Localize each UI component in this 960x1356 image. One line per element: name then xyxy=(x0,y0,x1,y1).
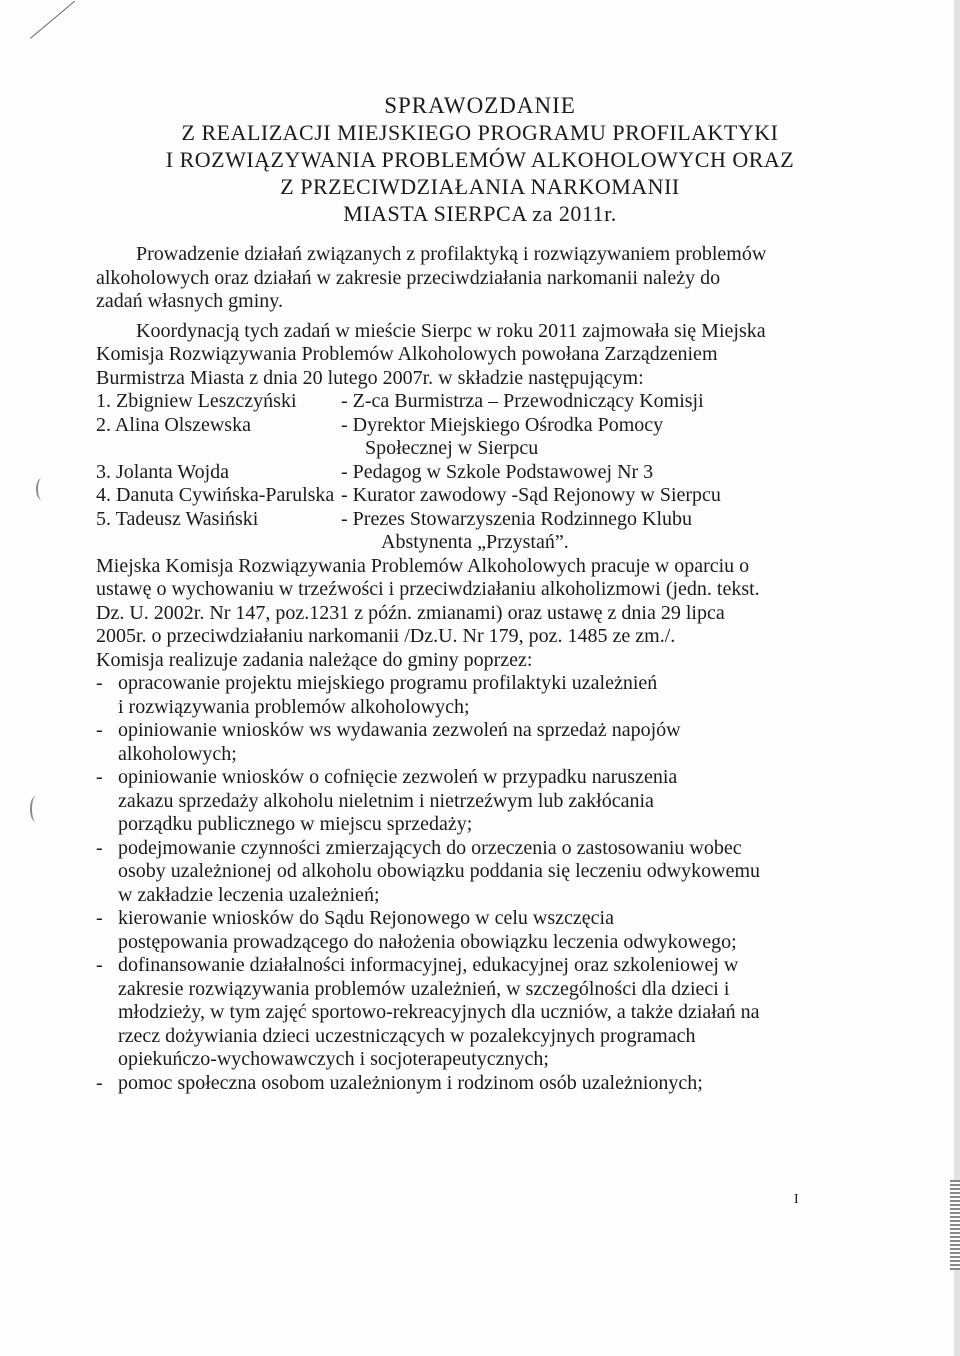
member-row xyxy=(96,484,826,508)
task-list-item xyxy=(96,672,826,719)
list-dash: - xyxy=(96,954,103,976)
member-role: - Pedagog w Szkole Podstawowej Nr 3 xyxy=(341,460,654,483)
member-name: 5. Tadeusz Wasiński xyxy=(96,507,259,530)
task-text xyxy=(118,1072,826,1096)
task-line: dofinansowanie działalności informacyjnej, edukacyjnej oraz szkoleniowej w xyxy=(118,954,739,976)
list-dash: - xyxy=(96,719,103,741)
task-line: opiekuńczo-wychowawczych i socjoterapeutycznych; xyxy=(118,1048,549,1070)
task-line: postępowania prowadzącego do nałożenia obowiązku leczenia odwykowego; xyxy=(118,930,737,953)
commission-members xyxy=(96,390,826,555)
page-mark: I xyxy=(794,1192,799,1207)
coordination-line: Komisja Rozwiązywania Problemów Alkoholowych powołana Zarządzeniem xyxy=(96,343,718,365)
task-line: kierowanie wniosków do Sądu Rejonowego w celu wszczęcia xyxy=(118,907,614,929)
task-list-item xyxy=(96,907,826,954)
list-dash: - xyxy=(96,766,103,788)
coordination-line: Koordynacją tych zadań w mieście Sierpc w roku 2011 zajmowała się Miejska xyxy=(136,319,766,342)
member-name: 4. Danuta Cywińska-Parulska xyxy=(96,484,335,506)
legal-line: Dz. U. 2002r. Nr 147, poz.1231 z późn. zmianami) oraz ustawę z dnia 29 lipca xyxy=(96,601,725,624)
member-name: 3. Jolanta Wojda xyxy=(96,460,229,483)
member-role-continuation: Abstynenta „Przystań”. xyxy=(381,531,569,553)
binder-hole-mark xyxy=(36,478,48,500)
task-line: młodzieży, w tym zajęć sportowo-rekreacyjnych dla uczniów, a także działań na xyxy=(118,1001,760,1023)
member-role: - Prezes Stowarzyszenia Rodzinnego Klubu xyxy=(341,507,693,530)
task-line: zakresie rozwiązywania problemów uzależnień, w szczególności dla dzieci i xyxy=(118,977,730,1000)
member-row xyxy=(96,390,826,414)
task-text xyxy=(118,672,826,719)
task-line: opiniowanie wniosków o cofnięcie zezwoleń w przypadku naruszenia xyxy=(118,766,678,788)
task-line: w zakładzie leczenia uzależnień; xyxy=(118,883,380,906)
intro-line: zadań własnych gminy. xyxy=(96,290,283,312)
task-line: podejmowanie czynności zmierzających do orzeczenia o zastosowaniu wobec xyxy=(118,836,742,859)
task-text xyxy=(118,907,826,954)
pen-stroke-mark xyxy=(30,1,75,39)
list-dash: - xyxy=(96,1071,103,1094)
title-line: Z PRZECIWDZIAŁANIA NARKOMANII xyxy=(280,174,680,199)
member-role: - Kurator zawodowy -Sąd Rejonowy w Sierpcu xyxy=(341,484,721,506)
task-line: rzecz dożywiania dzieci uczestniczących w pozalekcyjnych programach xyxy=(118,1024,696,1047)
task-list-item xyxy=(96,719,826,766)
intro-line: alkoholowych oraz działań w zakresie przeciwdziałania narkomanii należy do xyxy=(96,266,721,289)
task-line: alkoholowych; xyxy=(118,742,237,765)
coordination-line: Burmistrza Miasta z dnia 20 lutego 2007r. w składzie następującym: xyxy=(96,366,644,389)
legal-line: 2005r. o przeciwdziałaniu narkomanii /Dz.U. Nr 179, poz. 1485 ze zm./. xyxy=(96,625,676,647)
task-line: pomoc społeczna osobom uzależnionym i rodzinom osób uzależnionych; xyxy=(118,1071,703,1094)
scan-edge-pattern xyxy=(950,1180,960,1270)
task-list-item xyxy=(96,837,826,908)
binder-hole-mark xyxy=(30,796,42,822)
task-line: opracowanie projektu miejskiego programu profilaktyki uzależnień xyxy=(118,672,658,694)
task-line: porządku publicznego w miejscu sprzedaży; xyxy=(118,813,473,835)
title-line: I ROZWIĄZYWANIA PROBLEMÓW ALKOHOLOWYCH ORAZ xyxy=(165,147,795,172)
member-row xyxy=(96,461,826,485)
task-line: osoby uzależnionej od alkoholu obowiązku poddania się leczeniu odwykowemu xyxy=(118,860,761,882)
legal-line: Miejska Komisja Rozwiązywania Problemów Alkoholowych pracuje w oparciu o xyxy=(96,554,750,577)
task-text xyxy=(118,837,826,908)
task-list-item xyxy=(96,766,826,837)
legal-line: Komisja realizuje zadania należące do gminy poprzez: xyxy=(96,648,533,671)
title-line: MIASTA SIERPCA za 2011r. xyxy=(343,201,617,226)
title-line: SPRAWOZDANIE xyxy=(384,93,576,118)
list-dash: - xyxy=(96,836,103,859)
member-name: 2. Alina Olszewska xyxy=(96,413,251,436)
task-list xyxy=(96,672,826,1095)
title-line: Z REALIZACJI MIEJSKIEGO PROGRAMU PROFILAKTYKI xyxy=(181,120,779,145)
document-body xyxy=(96,243,826,1095)
task-text xyxy=(118,954,826,1072)
task-list-item xyxy=(96,1072,826,1096)
list-dash: - xyxy=(96,672,103,694)
document-title xyxy=(0,92,960,227)
list-dash: - xyxy=(96,907,103,929)
task-line: zakazu sprzedaży alkoholu nieletnim i nietrzeźwym lub zakłócania xyxy=(118,789,654,812)
task-text xyxy=(118,766,826,837)
member-name: 1. Zbigniew Leszczyński xyxy=(96,390,297,412)
member-role: - Dyrektor Miejskiego Ośrodka Pomocy xyxy=(341,413,664,436)
member-role-continuation: Społecznej w Sierpcu xyxy=(365,437,539,459)
member-row xyxy=(96,508,826,532)
member-row xyxy=(96,414,826,438)
task-line: opiniowanie wniosków ws wydawania zezwoleń na sprzedaż napojów xyxy=(118,719,681,741)
intro-line: Prowadzenie działań związanych z profilaktyką i rozwiązywaniem problemów xyxy=(136,243,767,265)
task-text xyxy=(118,719,826,766)
legal-line: ustawę o wychowaniu w trzeźwości i przeciwdziałaniu alkoholizmowi (jedn. tekst. xyxy=(96,578,760,600)
task-line: i rozwiązywania problemów alkoholowych; xyxy=(118,695,470,718)
task-list-item xyxy=(96,954,826,1072)
member-role: - Z-ca Burmistrza – Przewodniczący Komisji xyxy=(341,390,704,412)
